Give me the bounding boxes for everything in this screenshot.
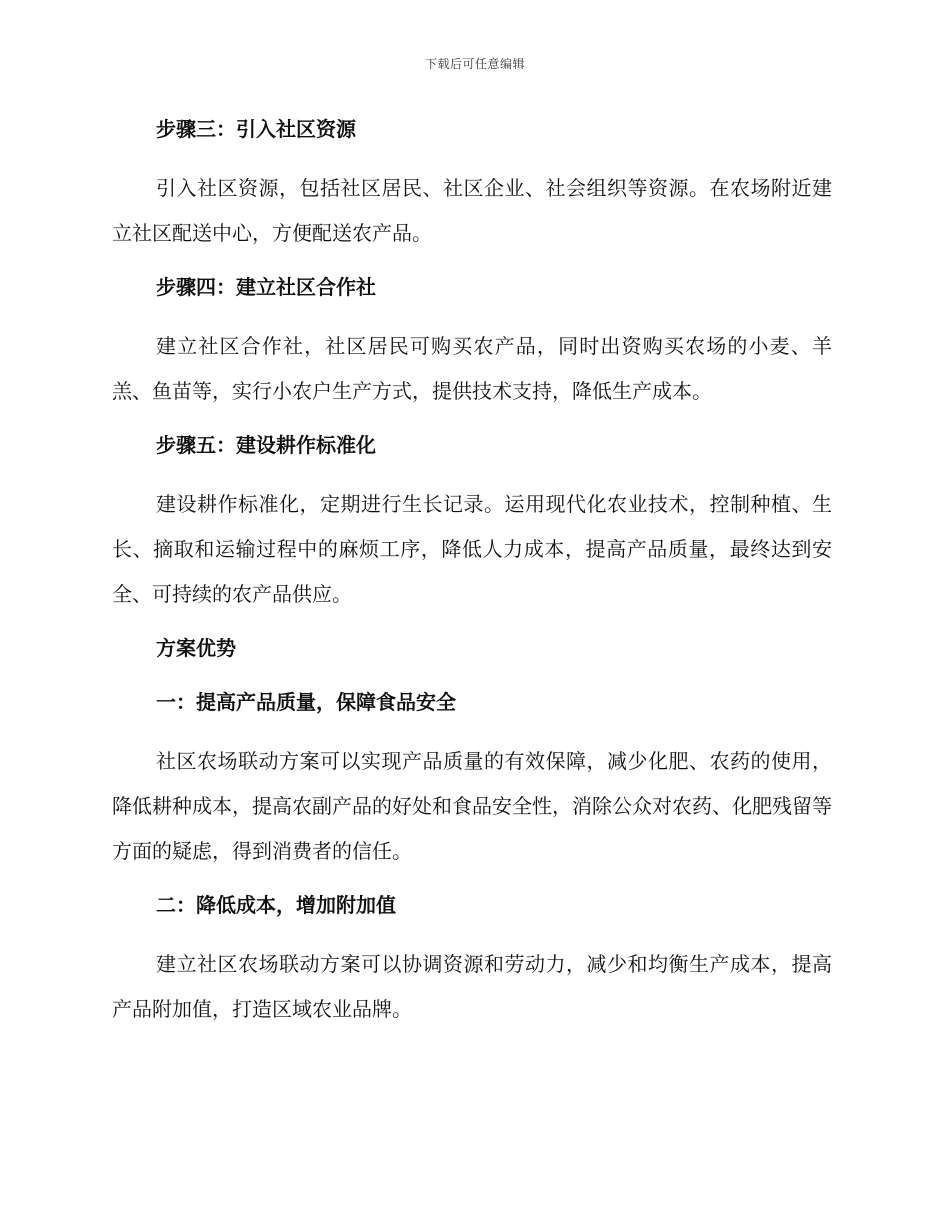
advantages-heading: 方案优势 xyxy=(156,636,236,660)
step3-paragraph: 引入社区资源，包括社区居民、社区企业、社会组织等资源。在农场附近建立社区配送中心，方便配送农产品。 xyxy=(112,176,832,245)
step3-heading: 步骤三：引入社区资源 xyxy=(156,117,356,141)
advantage1-heading: 一：提高产品质量，保障食品安全 xyxy=(156,690,456,714)
document-body xyxy=(112,112,832,1046)
advantage2-paragraph: 建立社区农场联动方案可以协调资源和劳动力，减少和均衡生产成本，提高产品附加值，打造区域农业品牌。 xyxy=(112,952,832,1021)
step5-heading: 步骤五：建设耕作标准化 xyxy=(156,433,376,457)
step4-paragraph: 建立社区合作社，社区居民可购买农产品，同时出资购买农场的小麦、羊羔、鱼苗等，实行小农户生产方式，提供技术支持，降低生产成本。 xyxy=(112,334,832,403)
step4-heading: 步骤四：建立社区合作社 xyxy=(156,275,376,299)
advantage1-paragraph: 社区农场联动方案可以实现产品质量的有效保障，减少化肥、农药的使用，降低耕种成本，提高农副产品的好处和食品安全性，消除公众对农药、化肥残留等方面的疑虑，得到消费者的信任。 xyxy=(112,749,832,863)
advantage2-heading: 二：降低成本，增加附加值 xyxy=(156,893,396,917)
page-header-note: 下载后可任意编辑 xyxy=(424,57,525,71)
step5-paragraph: 建设耕作标准化，定期进行生长记录。运用现代化农业技术，控制种植、生长、摘取和运输过程中的麻烦工序，降低人力成本，提高产品质量，最终达到安全、可持续的农产品供应。 xyxy=(112,492,832,606)
